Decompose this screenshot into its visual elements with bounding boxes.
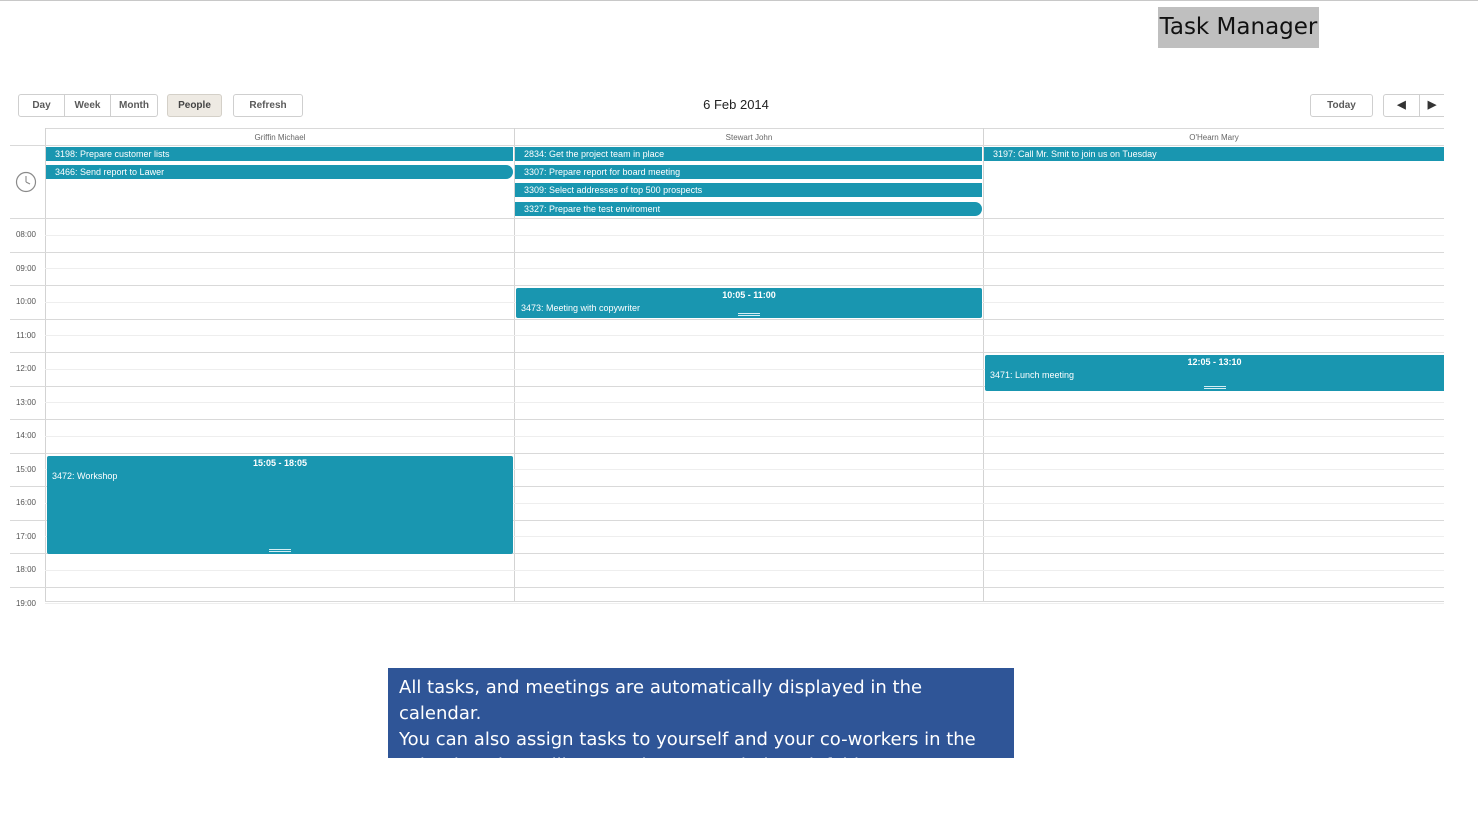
time-label: 09:00 (15, 264, 37, 273)
allday-task[interactable]: 3466: Send report to Lawer (46, 165, 513, 179)
time-label: 18:00 (15, 565, 37, 574)
time-label: 17:00 (15, 532, 37, 541)
half-hour-line (45, 335, 1444, 336)
time-label: 08:00 (15, 230, 37, 239)
hour-line (10, 218, 1444, 219)
week-view-button[interactable]: Week (65, 94, 111, 117)
allday-task[interactable]: 2834: Get the project team in place (515, 147, 982, 161)
event-title: 3472: Workshop (52, 471, 118, 481)
column-header-griffin-michael: Griffin Michael (46, 128, 514, 146)
month-view-button[interactable]: Month (111, 94, 158, 117)
column-header-stewart-john: Stewart John (515, 128, 983, 146)
time-label: 10:00 (15, 297, 37, 306)
event-time: 15:05 - 18:05 (252, 458, 308, 468)
half-hour-line (45, 603, 1444, 604)
half-hour-line (45, 268, 1444, 269)
time-label: 15:00 (15, 465, 37, 474)
caption-line: All tasks, and meetings are automatically displayed in the calendar. (399, 677, 923, 724)
time-label: 12:00 (15, 364, 37, 373)
day-view-button[interactable]: Day (18, 94, 65, 117)
event-time: 10:05 - 11:00 (722, 290, 776, 300)
next-day-button[interactable] (1420, 94, 1444, 117)
time-label: 19:00 (15, 599, 37, 608)
resize-handle[interactable] (738, 313, 760, 316)
resize-handle[interactable] (1204, 386, 1226, 389)
column-divider (983, 128, 984, 602)
event-title: 3471: Lunch meeting (990, 370, 1075, 380)
event-title: 3473: Meeting with copywriter (521, 303, 641, 313)
half-hour-line (45, 570, 1444, 571)
time-label: 11:00 (16, 331, 36, 340)
people-view-button[interactable]: People (167, 94, 222, 117)
event-meeting-copywriter[interactable] (516, 288, 982, 318)
allday-task[interactable]: 3327: Prepare the test enviroment (515, 202, 982, 216)
prev-day-button[interactable] (1383, 94, 1420, 117)
arrow-left-icon: ◀ (1397, 99, 1406, 111)
hour-line (10, 252, 1444, 253)
hour-line (10, 419, 1444, 420)
hour-line (10, 319, 1444, 320)
hour-line (10, 453, 1444, 454)
event-workshop[interactable] (47, 456, 513, 554)
event-time: 12:05 - 13:10 (1187, 357, 1242, 367)
caption-line: You can also assign tasks to yourself and your co-workers in the (399, 729, 976, 750)
top-divider (0, 0, 1478, 1)
hour-line (10, 587, 1444, 588)
hour-line (10, 285, 1444, 286)
arrow-right-icon: ▶ (1427, 99, 1437, 111)
hour-line (10, 352, 1444, 353)
resize-handle[interactable] (269, 549, 291, 552)
event-lunch-meeting[interactable] (985, 355, 1444, 391)
info-caption (388, 668, 1014, 776)
time-label: 16:00 (15, 498, 37, 507)
app-title: Task Manager (1158, 7, 1319, 48)
caption-line: calendar. They will appear in your or their task folder "To me" (399, 755, 954, 776)
time-label: 13:00 (15, 398, 37, 407)
current-date: 6 Feb 2014 (703, 97, 769, 112)
column-divider (514, 128, 515, 602)
calendar-bottom-border (45, 601, 1444, 602)
half-hour-line (45, 436, 1444, 437)
column-header-ohearn-mary: O'Hearn Mary (984, 128, 1444, 146)
today-button[interactable]: Today (1310, 94, 1373, 117)
half-hour-line (45, 235, 1444, 236)
allday-top-border (10, 145, 1444, 146)
column-divider (45, 128, 46, 602)
allday-task[interactable]: 3198: Prepare customer lists (46, 147, 513, 161)
refresh-button[interactable]: Refresh (233, 94, 303, 117)
allday-task[interactable]: 3197: Call Mr. Smit to join us on Tuesday (984, 147, 1444, 161)
people-calendar (10, 128, 1444, 608)
allday-task[interactable]: 3307: Prepare report for board meeting (515, 165, 982, 179)
clock-icon (15, 171, 37, 193)
time-label: 14:00 (15, 431, 37, 440)
half-hour-line (45, 402, 1444, 403)
allday-task[interactable]: 3309: Select addresses of top 500 prospects (515, 183, 982, 197)
